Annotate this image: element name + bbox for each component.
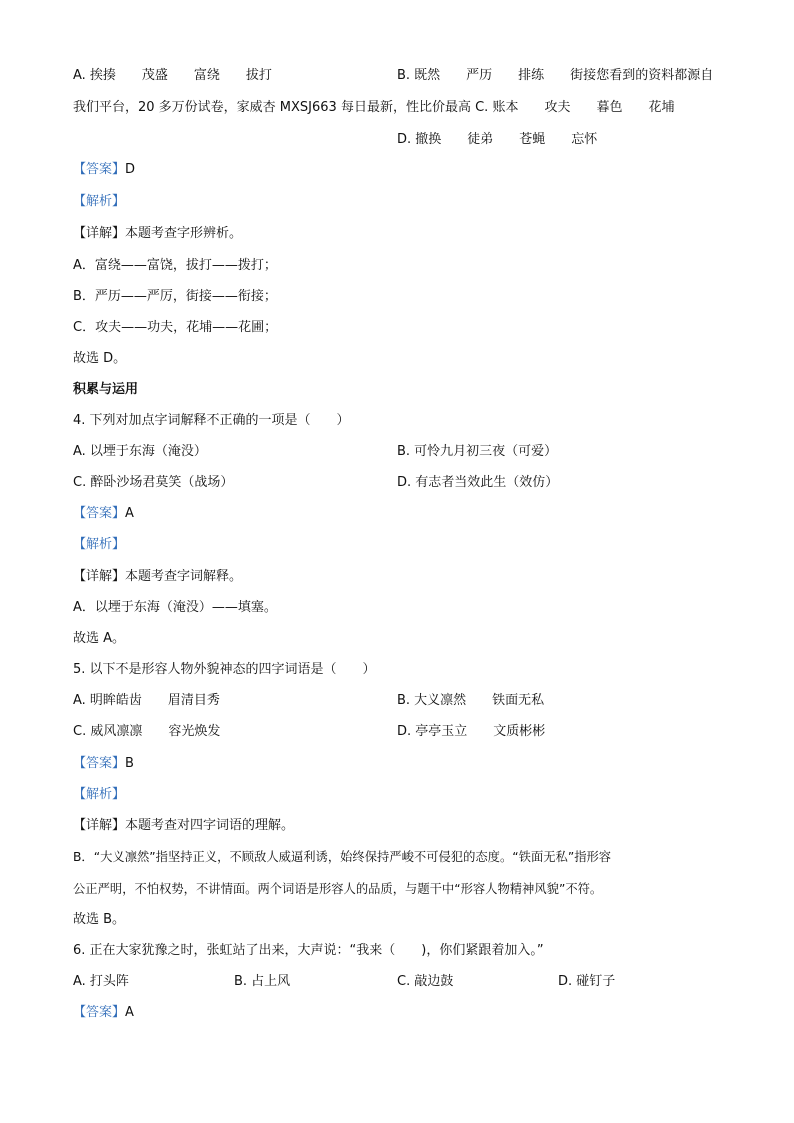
- q5-explain-line-2: 公正严明，不怕权势，不讲情面。两个词语是形容人的品质，与题干中“形容人物精神风貌”不符。: [73, 882, 603, 896]
- q5-analysis-tag: 【解析】: [73, 787, 126, 802]
- q3-option-b: [397, 67, 713, 85]
- q5-answer: [73, 755, 134, 773]
- q3-explain-b: B．严历——严厉，街接——衔接；: [73, 289, 277, 304]
- q4-conclusion: 故选 A。: [73, 631, 126, 646]
- watermark-overlay-text: 您看到的资料都源自: [596, 68, 714, 83]
- q4-detail: [73, 568, 242, 586]
- watermark-text: 我们平台，20 多万份试卷，家威杏 MXSJ663 每日最新，性比价最高: [73, 100, 471, 115]
- q3-option-a: A. 挨揍 茂盛 富绕 拔打: [73, 68, 272, 83]
- q5-conclusion: 故选 B。: [73, 912, 126, 927]
- answer-tag: 【答案】: [73, 506, 126, 521]
- q4-option-b: B. 可怜九月初三夜（可爱）: [397, 444, 558, 459]
- section-title: 积累与运用: [73, 382, 139, 397]
- q4-option-c: C. 醉卧沙场君莫笑（战场）: [73, 475, 234, 490]
- answer-value: B: [125, 756, 134, 771]
- q3-watermark-line: [73, 99, 674, 117]
- q5-explain-line-1: B．“大义凛然”指坚持正义，不顾敌人威逼利诱，始终保持严峻不可侵犯的态度。“铁面无私”指形容: [73, 850, 612, 864]
- q5-option-c: C. 威风凛凛 容光焕发: [73, 724, 221, 739]
- q5-option-d: D. 亭亭玉立 文质彬彬: [397, 724, 546, 739]
- q3-option-b-text: B. 既然 严历 排练 街接: [397, 68, 597, 83]
- q3-explain-c: C．攻夫——功夫，花埔——花圃；: [73, 320, 278, 335]
- q3-conclusion: 故选 D。: [73, 351, 127, 366]
- q6-answer: [73, 1004, 134, 1022]
- detail-tag: 【详解】: [73, 569, 126, 584]
- q3-explain-a: A．富绕——富饶，拔打——拨打；: [73, 258, 277, 273]
- answer-tag: 【答案】: [73, 162, 126, 177]
- q6-option-d: D. 碰钉子: [558, 974, 616, 989]
- q5-option-a: A. 明眸皓齿 眉清目秀: [73, 693, 220, 708]
- detail-text: 本题考查对四字词语的理解。: [125, 818, 295, 833]
- q3-option-c: C. 账本 攻夫 暮色 花埔: [475, 100, 675, 115]
- detail-text: 本题考查字形辨析。: [125, 226, 243, 241]
- q6-option-b: B. 占上风: [234, 974, 291, 989]
- answer-value: D: [125, 162, 136, 177]
- detail-tag: 【详解】: [73, 226, 126, 241]
- q5-option-b: B. 大义凛然 铁面无私: [397, 693, 545, 708]
- q3-detail: [73, 225, 242, 243]
- q3-option-d: D. 撤换 徒弟 苍蝇 忘怀: [397, 132, 598, 147]
- q4-answer: [73, 505, 134, 523]
- q6-option-c: C. 敲边鼓: [397, 974, 454, 989]
- answer-value: A: [125, 506, 134, 521]
- q3-analysis-tag: 【解析】: [73, 194, 126, 209]
- q6-option-a: A. 打头阵: [73, 974, 129, 989]
- detail-text: 本题考查字词解释。: [125, 569, 243, 584]
- q4-analysis-tag: 【解析】: [73, 537, 126, 552]
- answer-value: A: [125, 1005, 134, 1020]
- q5-stem: 5. 以下不是形容人物外貌神态的四字词语是（ ）: [73, 662, 376, 677]
- q3-answer: [73, 161, 135, 179]
- q4-explain-a: A．以堙于东海（淹没）——填塞。: [73, 600, 277, 615]
- q4-option-d: D. 有志者当效此生（效仿）: [397, 475, 559, 490]
- q6-stem: 6. 正在大家犹豫之时，张虹站了出来，大声说：“我来（ )，你们紧跟着加入。”: [73, 943, 544, 958]
- answer-tag: 【答案】: [73, 1005, 126, 1020]
- q5-detail: [73, 817, 294, 835]
- answer-tag: 【答案】: [73, 756, 126, 771]
- q4-option-a: A. 以堙于东海（淹没）: [73, 444, 207, 459]
- detail-tag: 【详解】: [73, 818, 126, 833]
- q4-stem: 4. 下列对加点字词解释不正确的一项是（ ）: [73, 413, 350, 428]
